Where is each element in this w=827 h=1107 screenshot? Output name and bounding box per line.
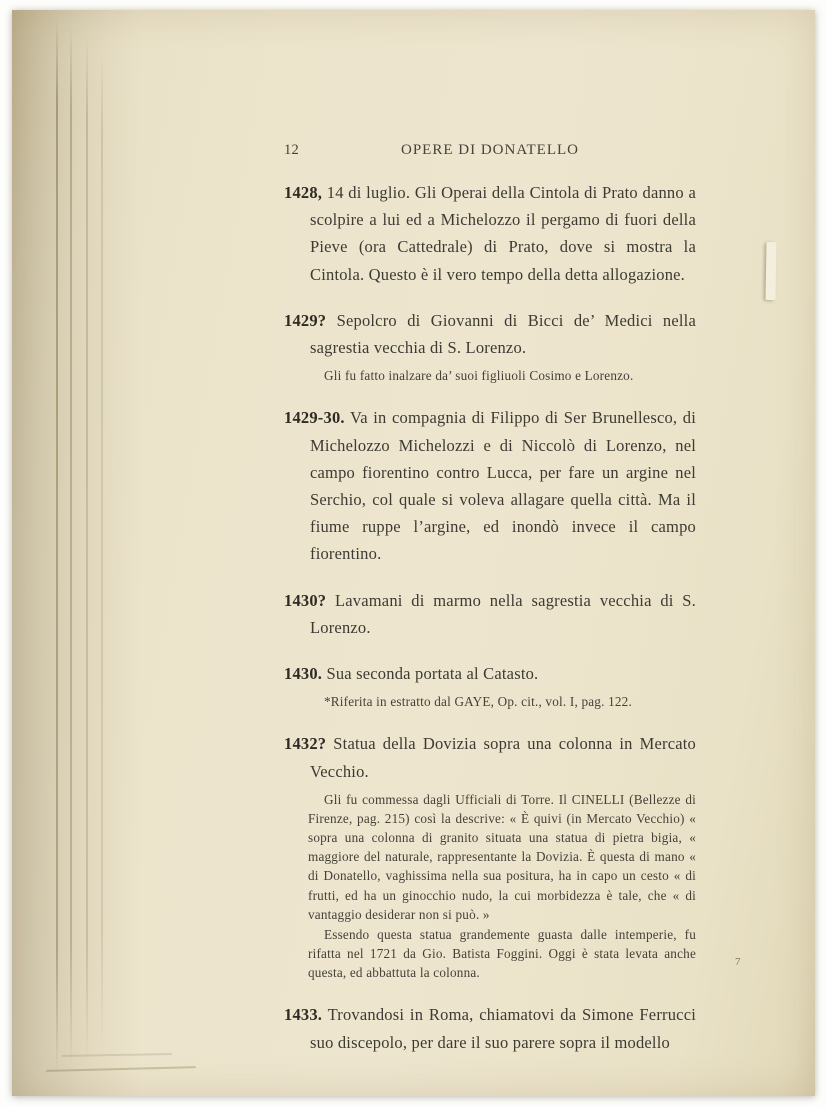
entry <box>284 404 696 567</box>
entry-body: Lavamani di marmo nella sagrestia vecchia di S. Lorenzo. <box>310 590 697 637</box>
entry <box>284 660 696 687</box>
entry-block <box>284 660 696 711</box>
running-title: OPERE DI DONATELLO <box>401 142 579 158</box>
page-edge-line <box>70 26 72 1070</box>
page-content <box>284 138 696 1075</box>
entry-year: 1433. <box>284 1005 323 1025</box>
entry <box>284 179 696 288</box>
page-edge-line <box>86 36 88 1064</box>
entry-year: 1432? <box>284 734 327 754</box>
entry-body: Sepolcro di Giovanni di Bicci de’ Medici nella sagrestia vecchia di S. Lorenzo. <box>310 310 696 358</box>
entry-year: 1429-30. <box>284 408 345 428</box>
entry <box>284 307 696 361</box>
entry-block <box>284 179 696 288</box>
entry-body: Sua seconda portata al Catasto. <box>326 664 539 684</box>
page-edge-line <box>56 18 58 1076</box>
book-page <box>12 10 815 1096</box>
bottom-page-edge-line <box>46 1066 196 1072</box>
entry-year: 1430? <box>284 590 327 610</box>
signature-mark: 7 <box>735 956 741 968</box>
paper-sliver <box>765 242 776 300</box>
entry <box>284 730 696 784</box>
entry-body: Statua della Dovizia sopra una colonna in Mercato Vecchio. <box>310 734 697 781</box>
page-header <box>284 138 696 163</box>
entry-note: Gli fu fatto inalzare da’ suoi figliuoli Cosimo e Lorenzo. <box>324 368 634 384</box>
entry-note: *Riferita in estratto dal GAYE, Op. cit., vol. I, pag. 122. <box>324 694 632 710</box>
entry-body: Trovandosi in Roma, chiamatovi da Simone Ferrucci suo discepolo, per dare il suo parere sopra il modello <box>310 1005 696 1052</box>
entry-block <box>284 404 696 567</box>
entry-body: Va in compagnia di Filippo di Ser Brunellesco, di Michelozzo Michelozzi e di Niccolò di Lorenzo, nel campo fiorentino contro Lucca, per fare un argine nel Serchio, col quale si voleva allagare quella città. Ma il fiume ruppe l’argine, ed inondò invece il campo fiorentino. <box>310 408 696 564</box>
page-edge-line <box>101 50 103 1052</box>
entry-year: 1429? <box>284 310 327 330</box>
entry-year: 1430. <box>284 664 323 684</box>
page-number: 12 <box>284 142 299 158</box>
entry-note: Essendo questa statua grandemente guasta dalle intemperie, fu rifatta nel 1721 da Gio. Batista Foggini. Oggi è stata levata anche questa, ed abbattuta la colonna. <box>308 926 696 981</box>
entry-body: 14 di luglio. Gli Operai della Cintola di Prato danno a scolpire a lui ed a Michelozzo il pergamo di fuori della Pieve (ora Cattedrale) di Prato, dove si mostra la Cintola. Questo è il vero tempo della detta allogazione. <box>310 182 696 284</box>
entry-block <box>284 307 696 386</box>
entry-block <box>284 587 696 641</box>
page-gutter-shadow <box>12 10 142 1096</box>
entry-block <box>284 1001 696 1055</box>
entry <box>284 1001 696 1055</box>
entry <box>284 587 696 641</box>
bottom-page-edge-line <box>62 1053 172 1057</box>
entry-block <box>284 730 696 982</box>
entry-year: 1428, <box>284 182 323 202</box>
entry-note: Gli fu commessa dagli Ufficiali di Torre. Il CINELLI (Bellezze di Firenze, pag. 215) così la descrive: « È quivi (in Mercato Vecchio) « sopra una colonna di granito situata una statua di pietra bigia, « maggiore del naturale, rappresentante la Dovizia. È questa di mano « di Donatello, vaghissima nella sua positura, ha in capo un cesto « di frutti, ed ha un ginocchio nudo, la cui morbidezza è tale, che « di vantaggio desiderar non si può. » <box>308 791 696 922</box>
